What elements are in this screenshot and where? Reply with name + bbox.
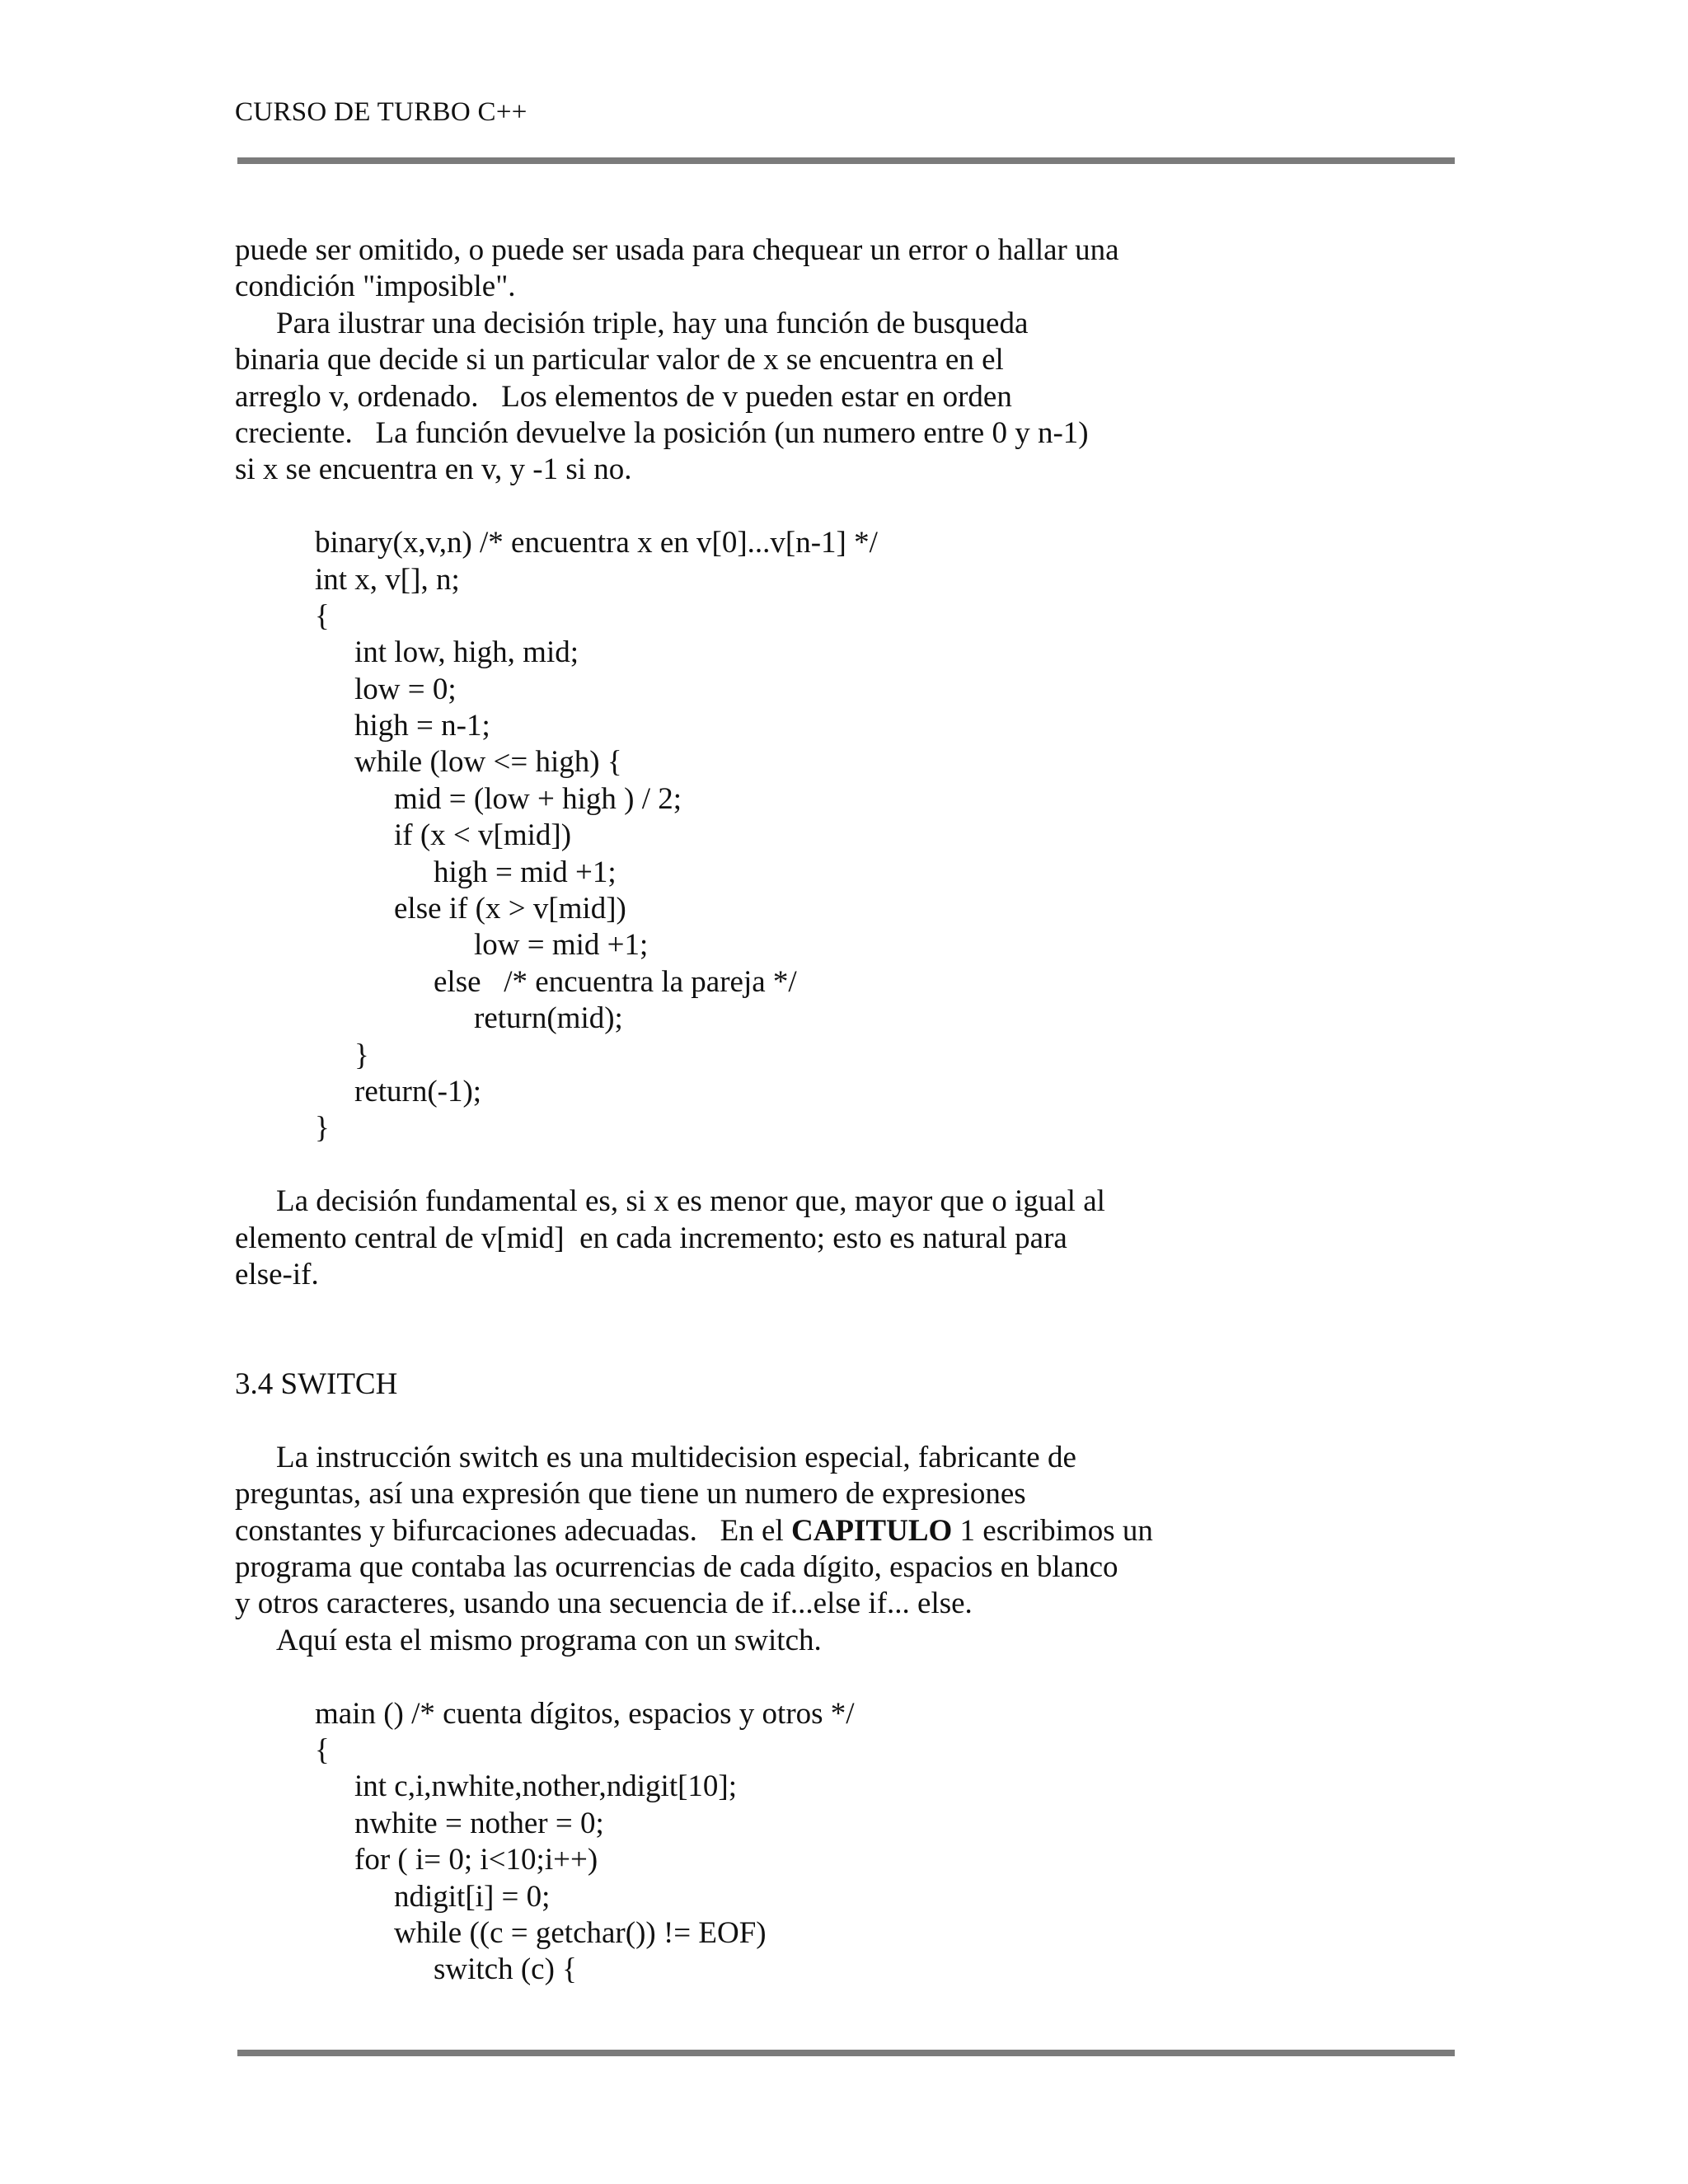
code-line: ndigit[i] = 0; — [394, 1879, 551, 1914]
section-heading: 3.4 SWITCH — [235, 1367, 398, 1402]
paragraph-line-mixed — [235, 1513, 1471, 1549]
blank-line — [235, 1659, 1471, 1695]
text-span: constantes y bifurcaciones adecuadas. En el — [235, 1513, 791, 1548]
code-line: { — [315, 598, 330, 633]
paragraph-line: Para ilustrar una decisión triple, hay una función de busqueda — [276, 306, 1029, 340]
paragraph-line: condición "imposible". — [235, 269, 516, 304]
code-line: while (low <= high) { — [354, 745, 622, 780]
text-span: 1 escribimos un — [952, 1513, 1153, 1548]
paragraph-line: La instrucción switch es una multidecision especial, fabricante de — [276, 1440, 1076, 1474]
code-line: if (x < v[mid]) — [394, 818, 572, 853]
code-line: return(-1); — [354, 1074, 482, 1108]
code-line: else /* encuentra la pareja */ — [434, 964, 797, 999]
paragraph-line: si x se encuentra en v, y -1 si no. — [235, 452, 632, 487]
paragraph-line: puede ser omitido, o puede ser usada para chequear un error o hallar una — [235, 233, 1119, 267]
paragraph-line: y otros caracteres, usando una secuencia de if...else if... else. — [235, 1586, 973, 1621]
paragraph-line: preguntas, así una expresión que tiene un numero de expresiones — [235, 1477, 1026, 1511]
code-line: low = mid +1; — [474, 928, 649, 963]
paragraph-line: arreglo v, ordenado. Los elementos de v pueden estar en orden — [235, 379, 1012, 414]
code-line: return(mid); — [474, 1001, 623, 1036]
code-line: high = n-1; — [354, 709, 490, 743]
code-line: nwhite = nother = 0; — [354, 1806, 604, 1840]
code-line: mid = (low + high ) / 2; — [394, 781, 682, 816]
paragraph-line: Aquí esta el mismo programa con un switch. — [276, 1623, 822, 1657]
code-line: } — [354, 1038, 369, 1072]
blank-line — [235, 1330, 1471, 1366]
page-body — [235, 232, 1471, 1989]
code-line: high = mid +1; — [434, 855, 617, 889]
code-line: low = 0; — [354, 672, 457, 706]
blank-line — [235, 1293, 1471, 1329]
paragraph-line: creciente. La función devuelve la posición (un numero entre 0 y n-1) — [235, 415, 1089, 450]
code-line: } — [315, 1111, 330, 1146]
header-rule — [237, 157, 1455, 164]
code-block-binary — [235, 525, 1471, 1147]
blank-line — [235, 489, 1471, 525]
code-line: { — [315, 1733, 330, 1768]
blank-line — [235, 1147, 1471, 1183]
code-line: int c,i,nwhite,nother,ndigit[10]; — [354, 1769, 738, 1804]
code-block-main — [235, 1696, 1471, 1989]
paragraph-line: elemento central de v[mid] en cada incremento; esto es natural para — [235, 1221, 1067, 1255]
code-line: switch (c) { — [434, 1952, 577, 1987]
page-header-title: CURSO DE TURBO C++ — [235, 97, 528, 127]
paragraph-line: else-if. — [235, 1257, 319, 1291]
paragraph-line: binaria que decide si un particular valor de x se encuentra en el — [235, 343, 1004, 377]
footer-rule — [237, 2050, 1455, 2056]
paragraph-line: La decisión fundamental es, si x es menor que, mayor que o igual al — [276, 1184, 1105, 1219]
paragraph-line: programa que contaba las ocurrencias de cada dígito, espacios en blanco — [235, 1550, 1118, 1585]
code-line: main () /* cuenta dígitos, espacios y otros */ — [315, 1696, 855, 1731]
code-line: for ( i= 0; i<10;i++) — [354, 1843, 598, 1877]
code-line: while ((c = getchar()) != EOF) — [394, 1915, 767, 1950]
code-line: else if (x > v[mid]) — [394, 892, 626, 926]
bold-chapter-word: CAPITULO — [790, 1513, 953, 1548]
code-line: binary(x,v,n) /* encuentra x en v[0]...v[n-1] */ — [315, 526, 878, 560]
blank-line — [235, 1404, 1471, 1440]
code-line: int low, high, mid; — [354, 635, 579, 670]
code-line: int x, v[], n; — [315, 562, 460, 597]
